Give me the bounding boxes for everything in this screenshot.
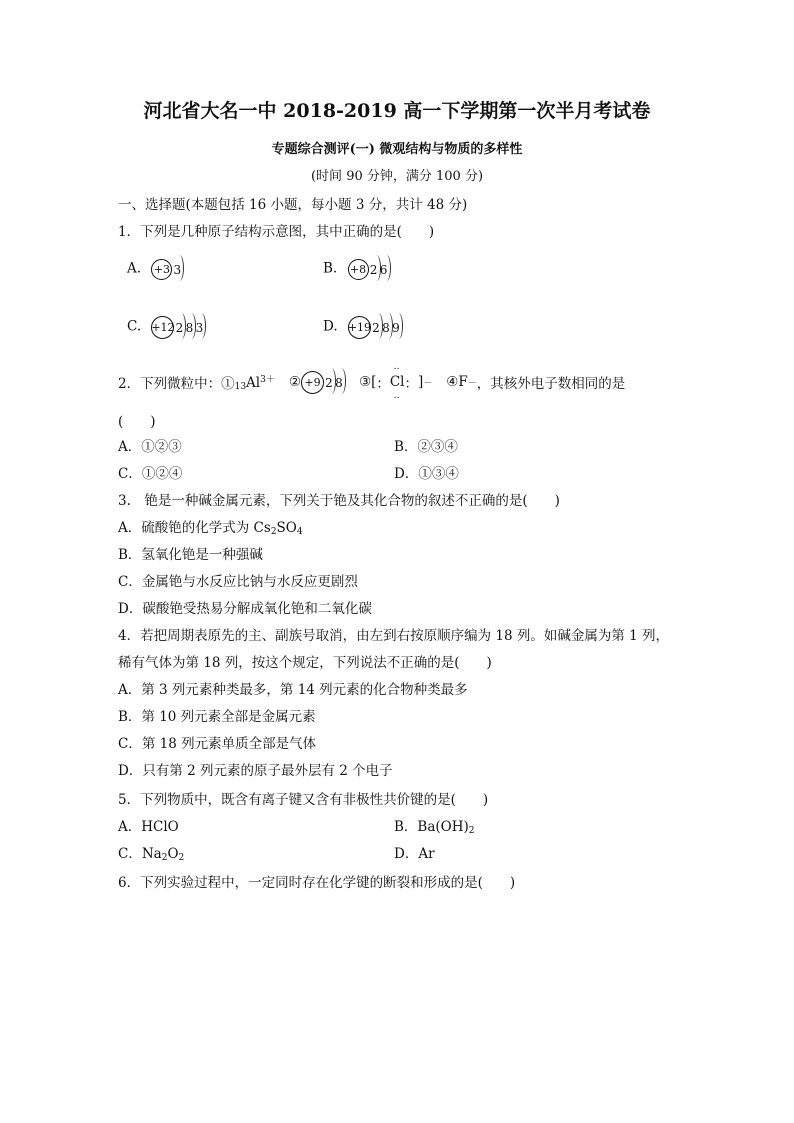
q5-option-b[interactable]: B．$Ba(OH)_2$ [394,819,475,836]
q1-option-d[interactable] [323,315,402,339]
q2-option-b[interactable]: B．②③④ [394,439,458,455]
q2-option-d[interactable]: D．①③④ [394,466,459,482]
q2-stem: 2．下列微粒中：① $_{13}Al^{3+}$ ② +9 2 8 ③[ ： ‥ Cl ‥ ： ] － ④F － ，其核外电子数相同的是 [118,362,626,401]
exam-meta: (时间 90 分钟，满分 100 分) [310,169,484,184]
q6-stem: 6．下列实验过程中，一定同时存在化学键的断裂和形成的是( ) [118,875,516,891]
electron-shell: 8 [382,315,392,339]
q1-option-a[interactable] [127,257,183,281]
page-title: 河北省大名一中 2018-2019 高一下学期第一次半月考试卷 [143,100,651,122]
q2-option-a[interactable]: A．①②③ [118,439,182,455]
electron-shell: 3 [195,315,205,339]
electron-shell: 2 [370,257,380,281]
q4-stem-line2: 稀有气体为第 18 列，按这个规定，下列说法不正确的是( ) [118,655,492,671]
q4-stem-line1: 4．若把周期表原先的主、副族号取消，由左到右按原顺序编为 18 列。如碱金属为第 1 列， [118,628,670,644]
option-label: A. [127,260,142,277]
nucleus: +9 [301,371,324,394]
chloride-lewis: ‥ Cl ‥ [389,362,405,401]
atom-diagram-c [151,315,205,339]
section-heading: 一、选择题(本题包括 16 小题，每小题 3 分，共计 48 分) [118,197,468,213]
atom-diagram-a [151,257,183,281]
q4-option-b[interactable]: B．第 10 列元素全部是金属元素 [118,709,316,725]
q3-stem: 3. 铯是一种碱金属元素，下列关于铯及其化合物的叙述不正确的是( ) [118,493,560,509]
nucleus: +8 [348,259,369,280]
option-label: C. [127,318,142,335]
nucleus: +19 [348,316,371,339]
q2-answer-paren: ( ) [118,414,156,430]
atom-diagram-b [348,257,390,281]
q1-option-c[interactable] [127,315,205,339]
q4-option-c[interactable]: C．第 18 列元素单质全部是气体 [118,736,317,752]
electron-shell: 6 [380,257,390,281]
electron-shell: 3 [173,257,183,281]
option-label: B. [323,260,338,277]
electron-shell: 9 [392,315,402,339]
nucleus: +12 [151,316,174,339]
q1-option-b[interactable] [323,257,390,281]
electron-shell: 2 [175,315,185,339]
f-ion-diagram [301,370,345,394]
q5-stem: 5．下列物质中，既含有离子键又含有非极性共价键的是( ) [118,792,489,808]
q3-option-b[interactable]: B．氢氧化铯是一种强碱 [118,547,263,563]
q5-option-d[interactable]: D．Ar [394,846,435,862]
atom-diagram-d [348,315,402,339]
q3-option-c[interactable]: C．金属铯与水反应比钠与水反应更剧烈 [118,574,358,590]
electron-shell: 2 [372,315,382,339]
q4-option-d[interactable]: D．只有第 2 列元素的原子最外层有 2 个电子 [118,763,393,779]
q3-option-d[interactable]: D．碳酸铯受热易分解成氧化铯和二氧化碳 [118,601,372,617]
nucleus: +3 [151,259,172,280]
page-subtitle: 专题综合测评(一) 微观结构与物质的多样性 [271,142,523,157]
q3-option-a[interactable]: A．硫酸铯的化学式为 $Cs_2SO_4$ [118,520,303,537]
q5-option-c[interactable]: C．$Na_2O_2$ [118,846,185,863]
al-ion: $_{13}Al^{3+}$ [234,375,275,392]
q5-option-a[interactable]: A．HClO [118,819,179,835]
q2-option-c[interactable]: C．①②④ [118,466,183,482]
electron-shell: 8 [335,370,345,394]
electron-shell: 8 [185,315,195,339]
option-label: D. [323,318,338,335]
electron-shell: 2 [325,370,335,394]
q1-stem: 1．下列是几种原子结构示意图，其中正确的是( ) [118,224,435,240]
q4-option-a[interactable]: A．第 3 列元素种类最多，第 14 列元素的化合物种类最多 [118,682,468,698]
